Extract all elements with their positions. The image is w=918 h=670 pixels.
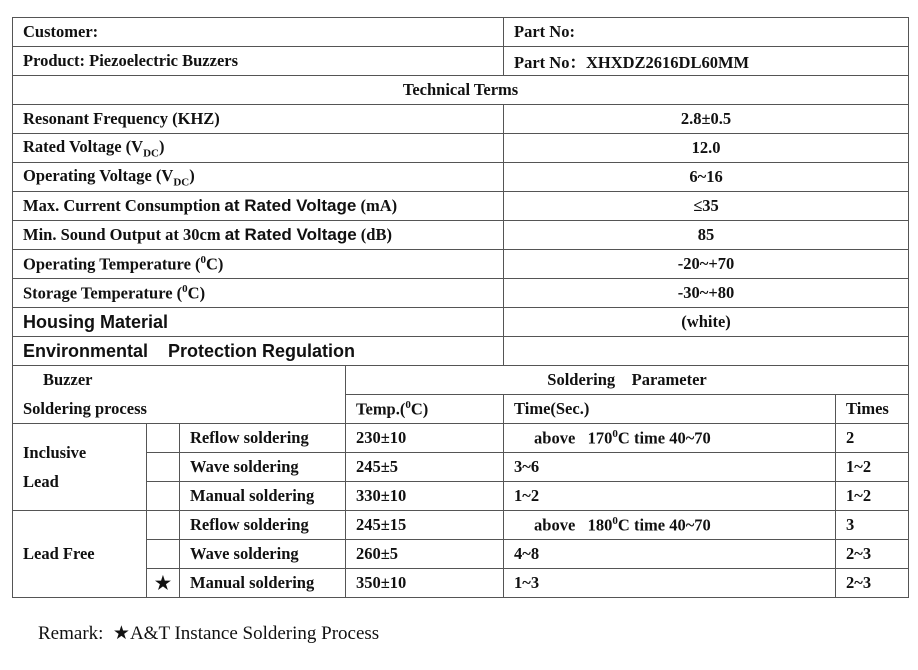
col-time: Time(Sec.): [504, 395, 836, 424]
time-cell: 3~6: [504, 453, 836, 482]
spec-label: Rated Voltage $(V_{DC})$: [13, 134, 504, 163]
spec-row: [13, 192, 909, 221]
process-cell: Reflow soldering: [180, 424, 346, 453]
times-cell: 1~2: [836, 453, 909, 482]
spec-value: 85: [504, 221, 909, 250]
spec-row: [13, 279, 909, 308]
spec-label: Max. Current Consumption at Rated Voltage (mA): [13, 192, 504, 221]
group-name: Lead Free: [13, 511, 147, 598]
time-cell: above $180^0C$ time 40~70: [504, 511, 836, 540]
mark-cell: [147, 511, 180, 540]
spec-row: [13, 308, 909, 337]
soldering-columns-row: [13, 395, 909, 424]
temp-cell: 350±10: [346, 569, 504, 598]
customer-label: Customer:: [13, 18, 504, 47]
soldering-header-row: [13, 366, 909, 395]
spec-row: [13, 221, 909, 250]
spec-row: [13, 250, 909, 279]
part-no-value: Part No：XHXDZ2616DL60MM: [504, 47, 909, 76]
times-cell: 2~3: [836, 540, 909, 569]
mark-cell: [147, 482, 180, 511]
spec-value: 6~16: [504, 163, 909, 192]
table-row: [13, 569, 909, 598]
header-row-customer: [13, 18, 909, 47]
technical-terms-title: Technical Terms: [13, 76, 909, 105]
remark-text: Remark: ★A&T Instance Soldering Process: [38, 623, 380, 644]
table-row: [13, 511, 909, 540]
times-cell: 2~3: [836, 569, 909, 598]
spec-label: Resonant Frequency (KHZ): [13, 105, 504, 134]
times-cell: 3: [836, 511, 909, 540]
table-row: [13, 453, 909, 482]
spec-value: ≤35: [504, 192, 909, 221]
table-row: [13, 482, 909, 511]
header-row-product: [13, 47, 909, 76]
temp-cell: 245±5: [346, 453, 504, 482]
spec-value: -30~+80: [504, 279, 909, 308]
table-row: [13, 540, 909, 569]
times-cell: 2: [836, 424, 909, 453]
technical-terms-row: [13, 76, 909, 105]
spec-value: 2.8±0.5: [504, 105, 909, 134]
temp-cell: 330±10: [346, 482, 504, 511]
temp-cell: 245±15: [346, 511, 504, 540]
times-cell: 1~2: [836, 482, 909, 511]
temp-cell: 230±10: [346, 424, 504, 453]
spec-label: Operating Voltage $(V_{DC})$: [13, 163, 504, 192]
spec-value: (white): [504, 308, 909, 337]
mark-cell: [147, 424, 180, 453]
spec-value: [504, 337, 909, 366]
temp-cell: 260±5: [346, 540, 504, 569]
mark-cell: [147, 540, 180, 569]
soldering-process-label: Soldering process: [13, 395, 346, 424]
spec-label: Housing Material: [13, 308, 504, 337]
time-cell: 1~2: [504, 482, 836, 511]
spec-row: [13, 105, 909, 134]
spec-label: Environmental Protection Regulation: [13, 337, 504, 366]
table-row: [13, 424, 909, 453]
process-cell: Manual soldering: [180, 482, 346, 511]
col-temp: Temp.($^0$C): [346, 395, 504, 424]
buzzer-label: Buzzer: [13, 366, 346, 395]
spec-value: 12.0: [504, 134, 909, 163]
process-cell: Wave soldering: [180, 540, 346, 569]
spec-row: [13, 134, 909, 163]
process-cell: Manual soldering: [180, 569, 346, 598]
col-times: Times: [836, 395, 909, 424]
product-label: Product: Piezoelectric Buzzers: [13, 47, 504, 76]
spec-table: [12, 17, 909, 598]
spec-row: [13, 337, 909, 366]
time-cell: above $170^0C$ time 40~70: [504, 424, 836, 453]
group-name: Inclusive Lead: [13, 424, 147, 511]
spec-label: Operating Temperature ($^0$C): [13, 250, 504, 279]
process-cell: Reflow soldering: [180, 511, 346, 540]
soldering-parameter-title: Soldering Parameter: [346, 366, 909, 395]
time-cell: 1~3: [504, 569, 836, 598]
star-icon: ★: [147, 569, 180, 598]
spec-label: Min. Sound Output at 30cm at Rated Voltage (dB): [13, 221, 504, 250]
mark-cell: [147, 453, 180, 482]
part-no-label: Part No:: [504, 18, 909, 47]
time-cell: 4~8: [504, 540, 836, 569]
process-cell: Wave soldering: [180, 453, 346, 482]
spec-label: Storage Temperature ($^0$C): [13, 279, 504, 308]
spec-value: -20~+70: [504, 250, 909, 279]
spec-row: [13, 163, 909, 192]
spec-sheet: [12, 17, 908, 598]
